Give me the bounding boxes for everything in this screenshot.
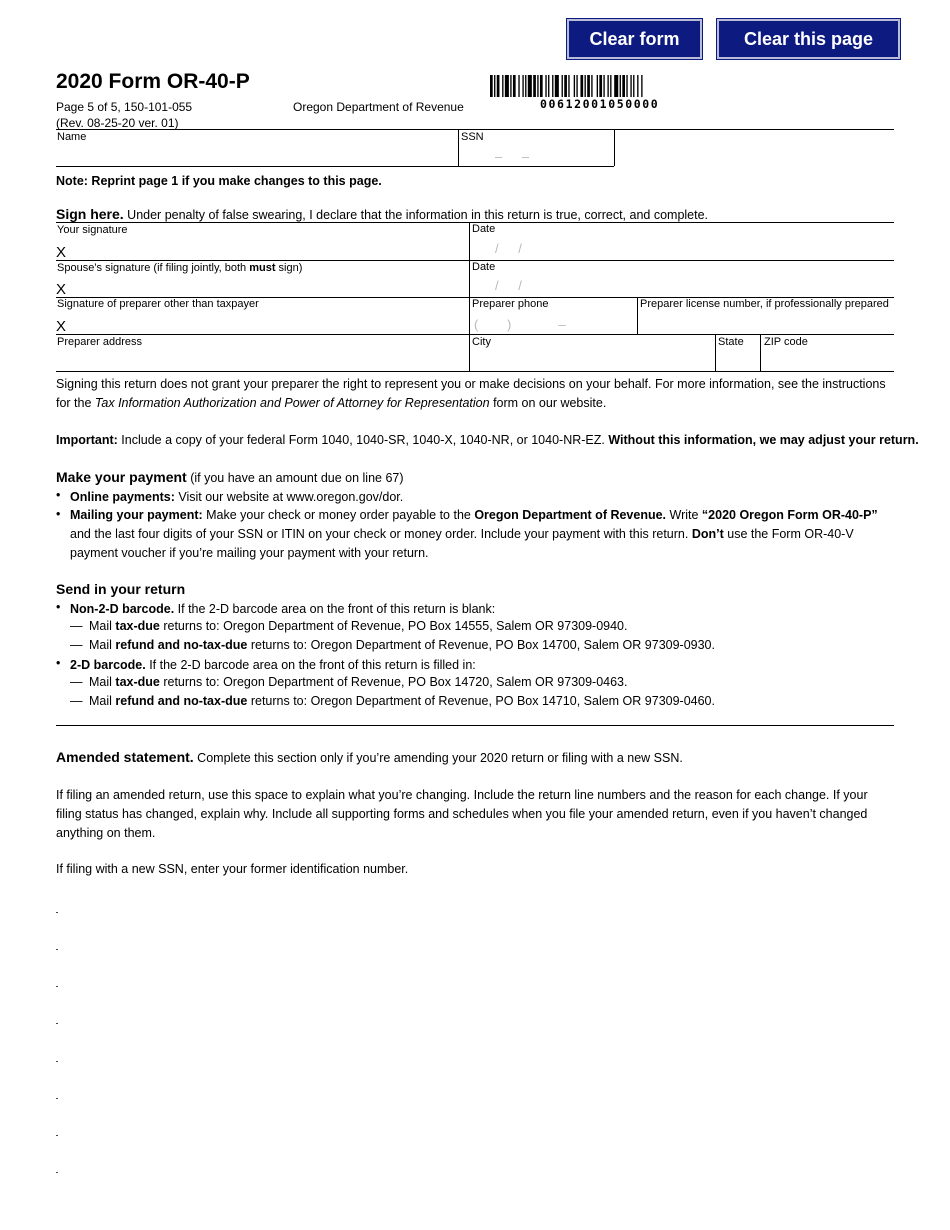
barcode-bar — [620, 75, 621, 97]
amended-heading — [56, 749, 683, 765]
barcode-bar — [555, 75, 559, 97]
your-signature-field[interactable] — [72, 238, 464, 258]
ssn-label: SSN — [461, 131, 484, 143]
barcode-bar — [564, 75, 567, 97]
barcode-number: 00612001050000 — [540, 97, 660, 111]
spouse-date-label: Date — [472, 261, 496, 273]
zip-input[interactable] — [764, 350, 892, 369]
name-label: Name — [57, 131, 87, 143]
bullet: • — [56, 507, 61, 521]
barcode-bar — [587, 75, 590, 97]
online-label: Online payments: — [70, 490, 175, 504]
important-text: Include a copy of your federal Form 1040, 1040-SR, 1040-X, 1040-NR, or 1040-NR-EZ. — [117, 433, 609, 447]
barcode-bar — [614, 75, 618, 97]
barcode-bar — [552, 75, 553, 97]
line-marker — [56, 986, 58, 987]
bullet: • — [56, 656, 61, 670]
spouse-signature-x: X — [56, 281, 67, 298]
section-divider — [56, 725, 894, 726]
preparer-notice-part1: Signing this return does not grant your preparer the right to represent you or make decisions on your behalf. For more information, see the instructions for the — [56, 377, 886, 410]
barcode-bar — [513, 75, 516, 97]
form-title: 2020 Form OR-40-P — [56, 70, 250, 93]
barcode-bar — [518, 75, 519, 97]
barcode-bar — [540, 75, 543, 97]
tax-due-label: tax-due — [115, 619, 160, 633]
barcode-bar — [637, 75, 638, 97]
twod-text: If the 2-D barcode area on the front of this return is filled in: — [145, 658, 476, 672]
new-ssn-instruction: If filing with a new SSN, enter your former identification number. — [56, 862, 409, 876]
barcode-bar — [537, 75, 538, 97]
preparer-notice — [56, 375, 896, 413]
name-input[interactable] — [58, 145, 454, 164]
preparer-license-input[interactable] — [640, 313, 892, 332]
barcode-bar — [626, 75, 627, 97]
barcode-bar — [607, 75, 608, 97]
non2d-taxdue-address: returns to: Oregon Department of Revenue, PO Box 14555, Salem OR 97309-0940. — [159, 619, 628, 633]
reprint-note: Note: Reprint page 1 if you make changes to this page. — [56, 174, 382, 188]
barcode-bar — [599, 75, 602, 97]
2d-barcode — [70, 656, 890, 675]
spouse-label-pre: Spouse’s signature (if filing jointly, both — [57, 262, 250, 274]
preparer-notice-form-name: Tax Information Authorization and Power of Attorney for Representation — [94, 396, 490, 410]
amended-heading-title: Amended statement. — [56, 749, 194, 765]
your-signature-x: X — [56, 244, 67, 261]
payment-heading-title: Make your payment — [56, 469, 187, 485]
mail-bold2: “2020 Oregon Form OR-40-P” — [701, 508, 878, 522]
online-text: Visit our website at www.oregon.gov/dor. — [174, 490, 404, 504]
zip-label: ZIP code — [764, 336, 808, 348]
state-label: State — [718, 336, 744, 348]
line-marker — [56, 949, 58, 950]
clear-page-button[interactable]: Clear this page — [717, 19, 900, 59]
line-marker — [56, 1172, 58, 1173]
payment-heading — [56, 469, 404, 485]
non-2d-barcode — [70, 600, 890, 619]
preparer-signature-label: Signature of preparer other than taxpayer — [57, 298, 259, 310]
important-label: Important: — [56, 433, 118, 447]
spouse-signature-field[interactable] — [72, 275, 464, 295]
bullet: • — [56, 600, 61, 614]
mail-word: Mail — [89, 619, 116, 633]
preparer-phone-input[interactable]: ( ) – — [474, 317, 567, 332]
mail-bold3: Don’t — [691, 527, 724, 541]
agency-name: Oregon Department of Revenue — [293, 100, 464, 114]
barcode-bar — [562, 75, 563, 97]
barcode-bar — [525, 75, 526, 97]
tax-due-label: tax-due — [115, 675, 160, 689]
twod-taxdue-address: returns to: Oregon Department of Revenue, PO Box 14720, Salem OR 97309-0463. — [159, 675, 628, 689]
barcode-bar — [622, 75, 625, 97]
spouse-label-post: sign) — [275, 262, 303, 274]
refund-label: refund and no-tax-due — [115, 694, 248, 708]
mail-text2: Write — [666, 508, 702, 522]
barcode-bar — [533, 75, 536, 97]
barcode-bar — [630, 75, 631, 97]
mail-word: Mail — [89, 638, 116, 652]
clear-form-button[interactable]: Clear form — [567, 19, 702, 59]
mail-label: Mailing your payment: — [70, 508, 203, 522]
date-label: Date — [472, 223, 496, 235]
non2d-refund — [89, 638, 715, 652]
barcode-bar — [585, 75, 586, 97]
preparer-address-input[interactable] — [58, 350, 466, 369]
barcode-bar — [580, 75, 583, 97]
bullet: • — [56, 488, 61, 502]
line-marker — [56, 1061, 58, 1062]
mail-text3: and the last four digits of your SSN or ITIN on your check or money order. Include your payment with this return. — [70, 527, 692, 541]
barcode-bar — [548, 75, 549, 97]
sign-declaration: Under penalty of false swearing, I declare that the information in this return is true, correct, and complete. — [127, 208, 709, 222]
barcode-bar — [545, 75, 546, 97]
mailing-payment — [70, 506, 890, 563]
mail-text1: Make your check or money order payable to the — [202, 508, 475, 522]
ssn-input[interactable]: – – — [495, 149, 531, 164]
mail-word: Mail — [89, 675, 116, 689]
dash: — — [70, 619, 83, 633]
amended-instructions: If filing an amended return, use this space to explain what you’re changing. Include the return line numbers and the reason for each change. If your filing status has changed, explain why. Include all supporting forms and schedules when you file your amended return, even if you haven’t changed anything on them. — [56, 788, 868, 840]
send-heading: Send in your return — [56, 581, 186, 597]
line-marker — [56, 1135, 58, 1136]
preparer-signature-x: X — [56, 318, 67, 335]
barcode-bar — [528, 75, 532, 97]
barcode-bar — [490, 75, 493, 97]
non2d-label: Non-2-D barcode. — [70, 602, 175, 616]
non2d-taxdue — [89, 619, 628, 633]
online-payments — [70, 488, 890, 507]
dash: — — [70, 694, 83, 708]
twod-refund-address: returns to: Oregon Department of Revenue, PO Box 14710, Salem OR 97309-0460. — [247, 694, 715, 708]
page-info: Page 5 of 5, 150-101-055 — [56, 100, 193, 114]
barcode-bar — [568, 75, 569, 97]
amended-heading-text: Complete this section only if you’re amending your 2020 return or filing with a new SSN. — [193, 751, 683, 765]
barcode-bar — [497, 75, 500, 97]
dash: — — [70, 675, 83, 689]
spouse-label-must: must — [249, 262, 276, 274]
your-date-input[interactable]: / / — [495, 241, 523, 256]
barcode-bar — [505, 75, 509, 97]
preparer-notice-part2: form on our website. — [489, 396, 607, 410]
barcode-bar — [597, 75, 598, 97]
sign-here-heading: Sign here. — [56, 206, 124, 222]
barcode-bar — [574, 75, 575, 97]
barcode-bar — [591, 75, 592, 97]
preparer-address-label: Preparer address — [57, 336, 142, 348]
barcode-bar — [576, 75, 577, 97]
revision-info: (Rev. 08-25-20 ver. 01) — [56, 116, 179, 130]
city-label: City — [472, 336, 491, 348]
amended-explanation-area[interactable] — [56, 890, 894, 1180]
line-marker — [56, 912, 58, 913]
twod-label: 2-D barcode. — [70, 658, 146, 672]
important-note — [56, 431, 919, 450]
barcode-bar — [522, 75, 523, 97]
non2d-refund-address: returns to: Oregon Department of Revenue, PO Box 14700, Salem OR 97309-0930. — [247, 638, 715, 652]
spouse-date-input[interactable]: / / — [495, 278, 523, 293]
important-warning: Without this information, we may adjust your return. — [608, 433, 919, 447]
city-input[interactable] — [472, 350, 712, 369]
preparer-phone-label: Preparer phone — [472, 298, 549, 310]
barcode-bar — [641, 75, 642, 97]
barcode-bar — [633, 75, 634, 97]
twod-refund — [89, 694, 715, 708]
non2d-text: If the 2-D barcode area on the front of this return is blank: — [174, 602, 496, 616]
preparer-signature-field[interactable] — [72, 312, 464, 332]
your-signature-label: Your signature — [57, 224, 128, 236]
payment-heading-note: (if you have an amount due on line 67) — [186, 471, 404, 485]
line-marker — [56, 1098, 58, 1099]
state-input[interactable] — [718, 350, 758, 369]
barcode-bar — [502, 75, 503, 97]
barcode-bar — [603, 75, 604, 97]
mail-bold1: Oregon Department of Revenue. — [474, 508, 667, 522]
twod-taxdue — [89, 675, 628, 689]
mail-text4: use the Form OR-40-V payment voucher if you’re mailing your payment with your return. — [70, 527, 854, 560]
preparer-license-label: Preparer license number, if professionally prepared — [640, 298, 889, 310]
sign-here-line — [56, 206, 708, 222]
dash: — — [70, 638, 83, 652]
refund-label: refund and no-tax-due — [115, 638, 248, 652]
barcode-bar — [510, 75, 511, 97]
line-marker — [56, 1023, 58, 1024]
spouse-signature-label — [57, 262, 302, 274]
barcode — [490, 75, 704, 97]
barcode-bar — [610, 75, 611, 97]
mail-word: Mail — [89, 694, 116, 708]
barcode-bar — [494, 75, 495, 97]
